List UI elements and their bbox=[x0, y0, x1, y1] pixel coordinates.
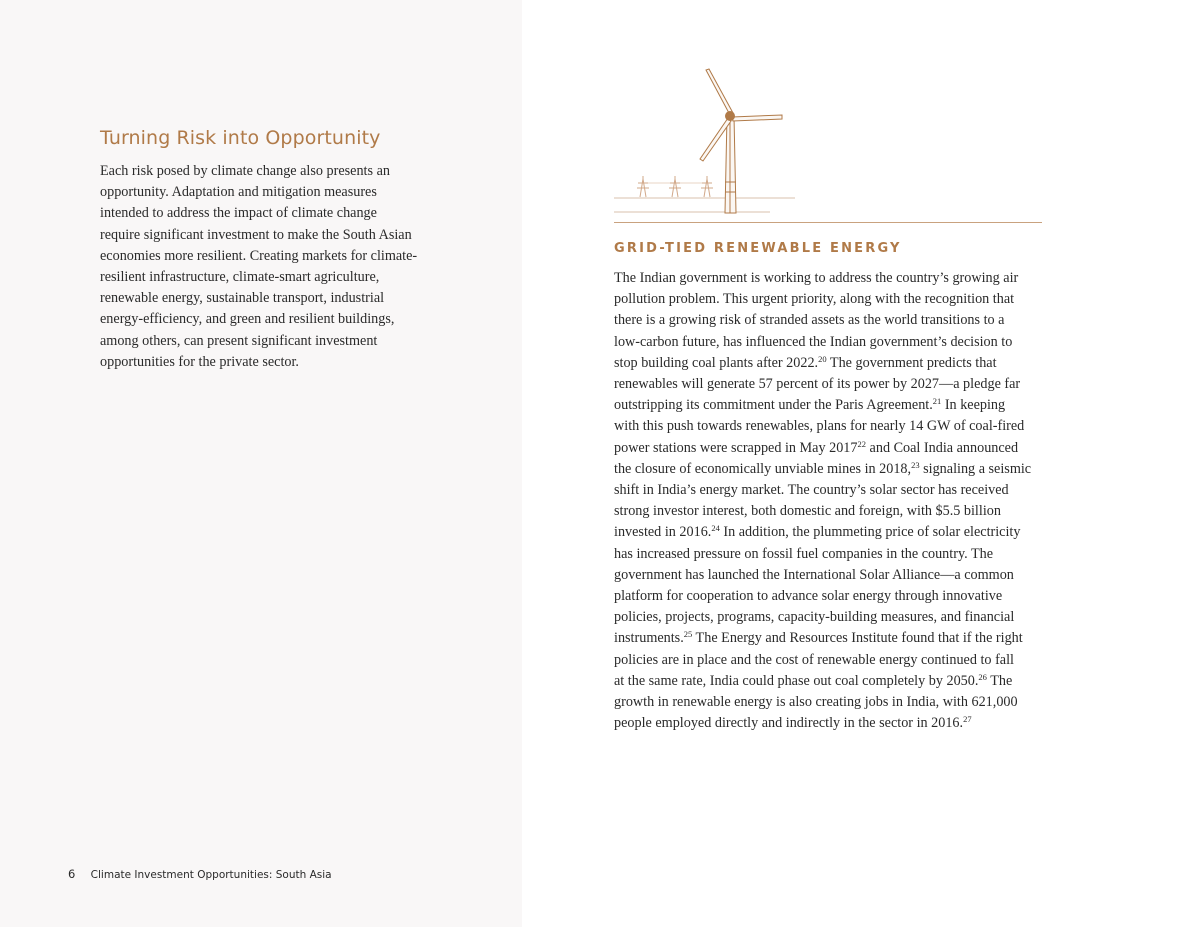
text-run: at the same rate, India could phase out coal completely by 2050. bbox=[614, 672, 979, 689]
paragraph-line: among others, can present significant investment bbox=[100, 332, 378, 349]
text-run: invested in 2016. bbox=[614, 524, 712, 541]
text-run: The bbox=[986, 672, 1013, 689]
subsection-heading: GRID-TIED RENEWABLE ENERGY bbox=[614, 241, 902, 256]
footnote-ref: 23 bbox=[911, 459, 920, 470]
text-run: The Energy and Resources Institute found that if the right bbox=[692, 630, 1023, 647]
body-line: pollution problem. This urgent priority, along with the recognition that bbox=[614, 291, 1015, 308]
paragraph-line: resilient infrastructure, climate-smart agriculture, bbox=[100, 269, 380, 286]
body-line bbox=[614, 459, 1054, 480]
intro-paragraph bbox=[100, 161, 440, 373]
paragraph-line: intended to address the impact of climate change bbox=[100, 205, 377, 222]
body-line: growth in renewable energy is also creating jobs in India, with 621,000 bbox=[614, 694, 1018, 711]
text-run: instruments. bbox=[614, 630, 684, 647]
footnote-ref: 25 bbox=[683, 629, 693, 640]
paragraph-line: opportunity. Adaptation and mitigation measures bbox=[100, 184, 377, 201]
footnote-ref: 26 bbox=[978, 671, 987, 682]
text-run: In keeping bbox=[941, 397, 1006, 414]
body-line: government has launched the International Solar Alliance—a common bbox=[614, 566, 1014, 583]
body-line: with this push towards renewables, plans for nearly 14 GW of coal-fired bbox=[614, 418, 1025, 435]
body-line: has increased pressure on fossil fuel companies in the country. The bbox=[614, 545, 994, 562]
body-line bbox=[614, 438, 1054, 459]
body-line bbox=[614, 671, 1054, 692]
body-line bbox=[614, 713, 1054, 734]
text-run: stop building coal plants after 2022. bbox=[614, 354, 819, 371]
paragraph-line: energy-efficiency, and green and resilient buildings, bbox=[100, 311, 395, 328]
body-line bbox=[614, 395, 1054, 416]
text-run: signaling a seismic bbox=[919, 460, 1032, 477]
footnote-ref: 27 bbox=[963, 714, 972, 725]
body-line: strong investor interest, both domestic and foreign, with $5.5 billion bbox=[614, 503, 1001, 520]
paragraph-line: economies more resilient. Creating markets for climate- bbox=[100, 247, 418, 264]
body-paragraph bbox=[614, 268, 1054, 734]
body-line: renewables will generate 57 percent of its power by 2027—a pledge far bbox=[614, 376, 1021, 393]
footnote-ref: 21 bbox=[932, 396, 942, 407]
body-line: policies, projects, programs, capacity-building measures, and financial bbox=[614, 609, 1015, 626]
footnote-ref: 22 bbox=[857, 438, 866, 449]
paragraph-line: Each risk posed by climate change also presents an bbox=[100, 163, 390, 179]
body-line: The Indian government is working to address the country’s growing air bbox=[614, 270, 1019, 286]
page-number: 6 bbox=[68, 867, 76, 881]
text-run: The government predicts that bbox=[826, 354, 997, 371]
body-line bbox=[614, 628, 1054, 649]
body-line: shift in India’s energy market. The country’s solar sector has received bbox=[614, 482, 1009, 499]
wind-turbine-icon bbox=[610, 62, 800, 222]
body-line bbox=[614, 353, 1054, 374]
text-run: people employed directly and indirectly in the sector in 2016. bbox=[614, 715, 964, 732]
footnote-ref: 24 bbox=[711, 523, 720, 534]
text-run: and Coal India announced bbox=[866, 439, 1019, 456]
body-line bbox=[614, 522, 1054, 543]
text-run: outstripping its commitment under the Paris Agreement. bbox=[614, 397, 933, 414]
page-footer bbox=[68, 867, 332, 881]
body-line: platform for cooperation to advance solar energy through innovative bbox=[614, 588, 1003, 605]
text-run: In addition, the plummeting price of solar electricity bbox=[719, 524, 1021, 541]
section-divider bbox=[614, 222, 1042, 223]
paragraph-line: opportunities for the private sector. bbox=[100, 353, 299, 370]
body-line: low-carbon future, has influenced the Indian government’s decision to bbox=[614, 333, 1013, 350]
paragraph-line: renewable energy, sustainable transport, industrial bbox=[100, 290, 385, 307]
section-heading: Turning Risk into Opportunity bbox=[100, 127, 381, 149]
text-run: the closure of economically unviable mines in 2018, bbox=[614, 460, 912, 477]
paragraph-line: require significant investment to make the South Asian bbox=[100, 226, 412, 243]
body-line: there is a growing risk of stranded assets as the world transitions to a bbox=[614, 312, 1005, 329]
footer-title: Climate Investment Opportunities: South Asia bbox=[90, 869, 332, 881]
body-line: policies are in place and the cost of renewable energy continued to fall bbox=[614, 651, 1014, 668]
footnote-ref: 20 bbox=[818, 353, 827, 364]
text-run: power stations were scrapped in May 2017 bbox=[614, 439, 858, 456]
